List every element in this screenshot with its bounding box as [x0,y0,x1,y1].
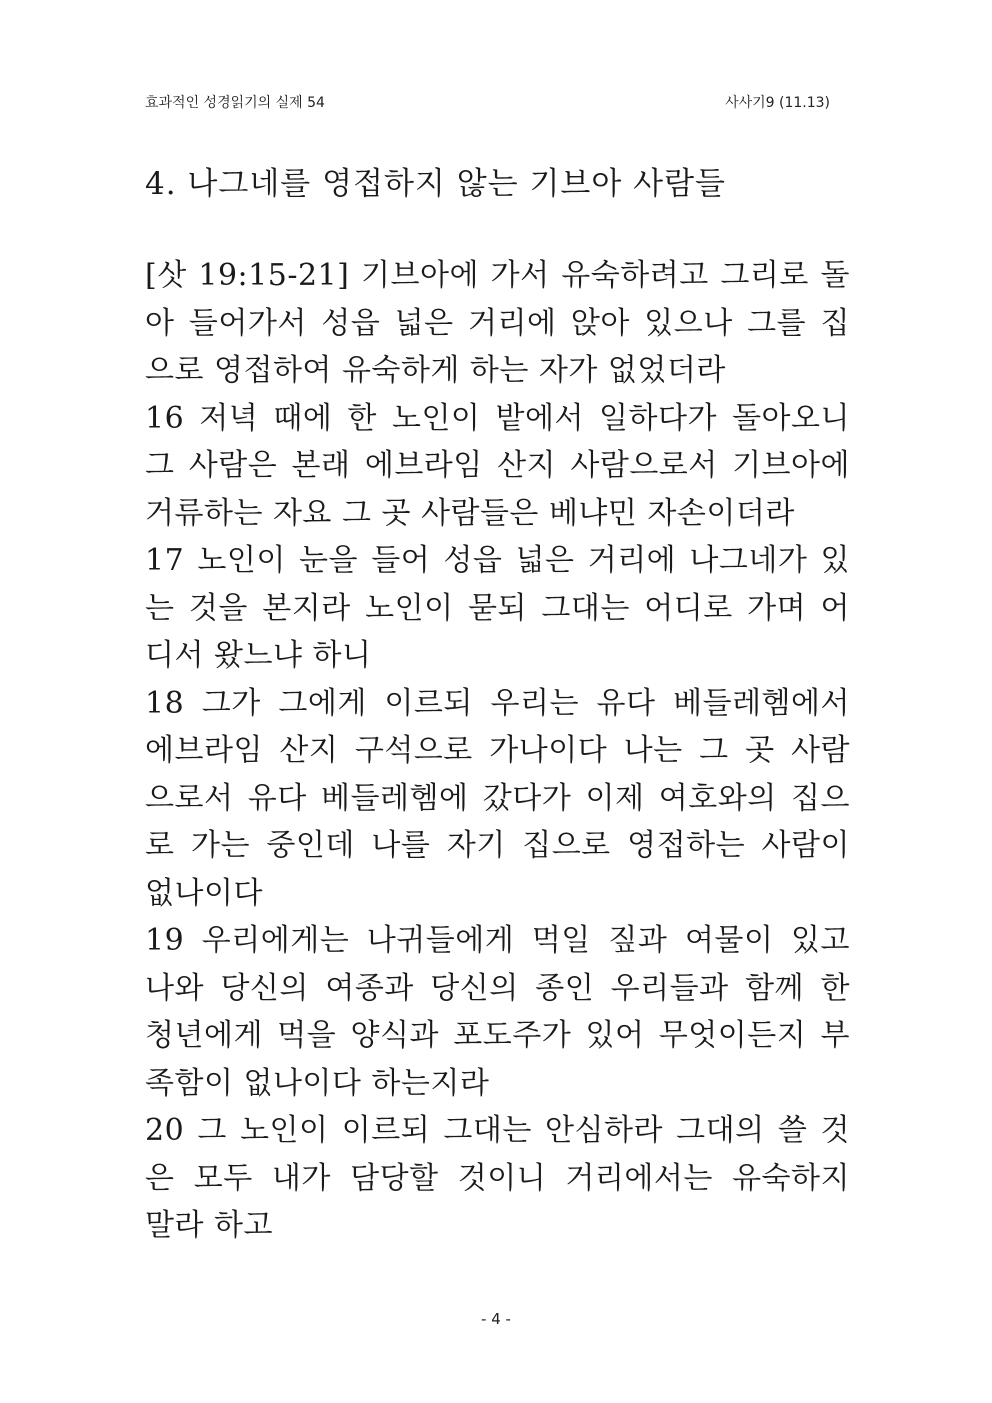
page-header [145,92,830,112]
header-section-date: 사사기9 (11.13) [725,95,830,111]
section-title: 4. 나그네를 영접하지 않는 기브아 사람들 [145,166,726,202]
text-line: 족함이 없나이다 하는지라 [145,1065,490,1101]
text-line: 나와 당신의 여종과 당신의 종인 우리들과 함께 한 [145,970,850,1006]
text-line: 으로 영접하여 유숙하게 하는 자가 없었더라 [145,353,726,388]
page-number: - 4 - [481,1310,511,1328]
scripture-text [145,252,850,1250]
text-line: 없나이다 [145,875,263,911]
text-line: 18 그가 그에게 이르되 우리는 유다 베들레헴에서 [145,685,850,721]
text-line: 그 사람은 본래 에브라임 산지 사람으로서 기브아에 [145,448,850,483]
text-line: 로 가는 중인데 나를 자기 집으로 영접하는 사람이 [145,828,850,863]
text-line: 거류하는 자요 그 곳 사람들은 베냐민 자손이더라 [145,495,795,531]
text-line: 으로서 유다 베들레헴에 갔다가 이제 여호와의 집으 [145,780,850,816]
text-line: 에브라임 산지 구석으로 가나이다 나는 그 곳 사람 [145,733,850,768]
text-line: 20 그 노인이 이르되 그대는 안심하라 그대의 쓸 것 [145,1113,850,1148]
text-line: 청년에게 먹을 양식과 포도주가 있어 무엇이든지 부 [145,1018,850,1053]
text-line: 16 저녁 때에 한 노인이 밭에서 일하다가 돌아오니 [145,400,850,436]
text-line: 19 우리에게는 나귀들에게 먹일 짚과 여물이 있고 [145,923,850,958]
header-document-title: 효과적인 성경읽기의 실제 54 [145,95,325,111]
text-line: 말라 하고 [145,1208,273,1243]
text-line: 17 노인이 눈을 들어 성읍 넓은 거리에 나그네가 있 [145,543,850,578]
text-line: 디서 왔느냐 하니 [145,638,372,673]
text-line: 아 들어가서 성읍 넓은 거리에 앉아 있으나 그를 집 [145,305,850,341]
text-line: 은 모두 내가 담당할 것이니 거리에서는 유숙하지 [145,1160,850,1196]
text-line: 는 것을 본지라 노인이 묻되 그대는 어디로 가며 어 [145,590,850,626]
text-line: [삿 19:15-21] 기브아에 가서 유숙하려고 그리로 돌 [145,258,850,293]
